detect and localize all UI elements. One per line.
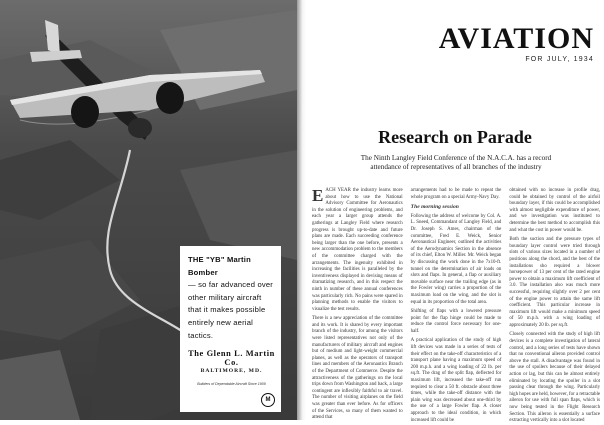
- drop-cap: E: [312, 186, 324, 205]
- masthead: [439, 24, 594, 63]
- article-column-2: [410, 188, 502, 423]
- column-2-paragraph-4: A practical application of the study of high lift devices was made in a series of tests of their effect on the take-off characteristics of a transport plane having a maximum speed of 200 m.p.h. and a wing loading of 22 lb. per sq.ft. The drag of the split flap, deflected for maximum lift, increased the take-off run required to clear a 50 ft. obstacle about three times, while the take-off distance with the plain wing was decreased about one-third by the use of a large Fowler flap. A closer approach to the ideal condition, in which increased lift could be: [410, 338, 502, 423]
- martin-advertisement: [180, 246, 281, 412]
- column-3-paragraph-1: obtained with no increase in profile drag, could be obtained by control of the airfoil boundary layer, if this could be accomplished with almost negligible expenditure of power, and we investigation was instituted to determine the best method to accomplish this and what the cost in power would be.: [509, 188, 601, 233]
- masthead-issue: FOR JULY, 1934: [525, 56, 594, 63]
- right-page-article: [306, 0, 604, 424]
- page-spine: [297, 0, 306, 420]
- column-1-paragraph-1: [312, 188, 403, 313]
- column-1-text-1: ACH YEAR the industry learns more about how to use the National Advisory Committee for Aeronautics in the solution of engineering problems, and each year a larger group attends the gatherings at Langley Field where research progress is brought up-to-date and future plans are made. Each succeeding conference being larger than the one before, presents a new accommodation problem to the members of the committee charged with the arrangements. The ingenuity exhibited in increasing the facilities is paralleled by the inventiveness displayed in devising means of dramatizing research, and in this respect the ninth in number of these annual conferences was particularly rich. No pains were spared in planning methods to enable the visitors to visualize the test results.: [312, 188, 403, 312]
- ad-company-name: The Glenn L. Martin Co.: [188, 349, 275, 368]
- ad-line-3: other military aircraft: [188, 292, 262, 302]
- column-2-paragraph-2: Following the address of welcome by Col. A. L. Sneed, Commandant of Langley Field, and Dr. Joseph S. Ames, chairman of the committee, Fred E. Weick, Senior Aeronautical Engineer, outlined the activities of the Aerodynamics Section in the absence of its chief, Elton W. Miller. Mr. Weick began by discussing the work done in the 7x10-ft. tunnel on the determination of air loads on slots and flaps. In general, a flap or auxiliary movable surface near the trailing edge (as in the Fowler wing) carries a proportion of the maximum load on the wing, and the slot is equal in its proportion of the total area.: [410, 213, 502, 305]
- martin-logo-icon: M: [261, 393, 275, 407]
- ad-line-1: THE "YB" Martin Bomber: [188, 255, 251, 277]
- ad-line-5: entirely new aerial tactics.: [188, 317, 254, 340]
- article-column-1: [312, 186, 403, 421]
- column-1-paragraph-2: There is a new appreciation of the committee and its work. It is shared by every important branch of the industry, for among the visitors were listed representatives not only of the manufacturers of military aircraft and engines but of medium and light-weight commercial planes, as well as the operators of transport lines and members of the Aeronautics Branch of the Department of Commerce. Despite the attractiveness of the gatherings on the local trips down from Washington and back, a large contingent are inflexibly faithful to air travel. The number of visiting airplanes on the field was greater than ever before. As for officers of the Services, so many of them wanted to attend that: [312, 316, 403, 421]
- column-3-paragraph-3: Closely connected with the study of high lift devices is a complete investigation of lateral control, and a long series of tests have shown that no conventional aileron provided control above the stall. A disadvantage was found in the use of spoilers because of their delayed action or lag, but this can be almost entirely eliminated by locating the spoiler in a slot passing clear through the wing. Particularly high hopes are held, however, for a retractable aileron for use with full span flaps, which is now being tested in the Flight Research Section. This aileron is essentially a surface extracting vertically into a slot located: [509, 332, 601, 424]
- article-columns: [312, 186, 601, 424]
- article-deck: The Ninth Langley Field Conference of the N.A.C.A. has a record attendance of representatives of all branches of the industry: [360, 154, 552, 171]
- ad-builders-line: Builders of Dependable Aircraft Since 1909: [197, 382, 266, 387]
- ad-headline: [188, 254, 275, 342]
- left-page-photo-spread: [0, 0, 297, 420]
- section-heading: The morning session: [410, 204, 459, 211]
- column-2-paragraph-3: Shifting of flaps with a lowered pressure point for the flap hinge could be made to reduce the control force necessary for one-half.: [410, 309, 502, 334]
- column-2-paragraph-1: arrangements had to be made to repeat the whole program on a special Army-Navy Day.: [410, 188, 502, 200]
- article-column-3: [509, 188, 601, 424]
- ad-line-2: — so far advanced over: [188, 280, 274, 290]
- column-3-paragraph-2: Both the suction and the pressure types of boundary layer control were tried through slots of various sizes located in a number of positions along the chord, and the best of the installations sho required a blower horsepower of 13 per cent of the rated engine power to obtain a maximum lift coefficient of 3.0. The installation also was much more successful, requiring slightly over 2 per cent of the engine power to attain the same lift coefficient. This particular increase in maximum lift would make a minimum speed of 50 m.p.h. with a wing loading of approximately 20 lb. per sq.ft.: [509, 237, 601, 328]
- article-title: Research on Parade: [378, 127, 532, 147]
- ad-city: BALTIMORE, MD.: [200, 368, 263, 375]
- ad-line-4: that it makes possible: [188, 305, 266, 315]
- masthead-title: AVIATION: [438, 22, 594, 55]
